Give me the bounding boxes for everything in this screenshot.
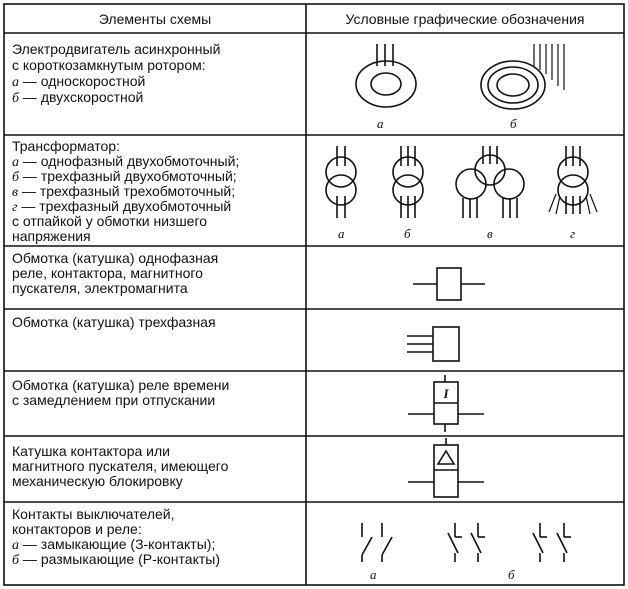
- text-line: а — замыкающие (З-контакты);: [12, 536, 216, 553]
- label-b: б: [510, 116, 517, 131]
- text-line: с короткозамкнутым ротором:: [12, 57, 206, 73]
- text-line: Обмотка (катушка) трехфазная: [12, 314, 216, 330]
- break-contacts-symbol: [448, 523, 571, 562]
- label-b: б: [404, 226, 411, 241]
- row-time-relay-coil-text: [12, 377, 229, 408]
- text-line: контакторов и реле:: [12, 521, 142, 537]
- text-line: б — двухскоростной: [12, 89, 144, 106]
- label-g: г: [570, 226, 576, 241]
- text-line: Контакты выключателей,: [12, 506, 175, 522]
- text-line: в — трехфазный трехобмоточный;: [12, 183, 236, 200]
- row-three-phase-coil-text: [12, 314, 216, 330]
- row-motor-text: [12, 41, 220, 106]
- time-relay-mark: I: [443, 386, 449, 401]
- text-line: пускателя, электромагнита: [12, 280, 188, 296]
- text-line: г — трехфазный двухобмоточный: [12, 198, 232, 215]
- text-line: а — односкоростной: [12, 73, 146, 90]
- transformer-with-tap-symbol: [549, 146, 597, 214]
- text-line: Электродвигатель асинхронный: [12, 41, 221, 57]
- transformer-three-phase-three-winding-symbol: [456, 146, 524, 218]
- row-interlock-coil-text: [12, 443, 229, 489]
- single-phase-coil-symbol: [413, 268, 485, 300]
- motor-two-speed-symbol: [481, 44, 564, 109]
- label-v: в: [487, 226, 493, 241]
- label-b: б: [508, 567, 515, 582]
- time-relay-coil-symbol: [408, 375, 484, 432]
- label-a: а: [338, 226, 345, 241]
- text-line: магнитного пускателя, имеющего: [12, 458, 229, 474]
- interlock-coil-symbol: [408, 438, 484, 497]
- label-a: а: [377, 116, 384, 131]
- label-a: а: [370, 567, 377, 582]
- text-line: с отпайкой у обмотки низшего: [12, 213, 208, 229]
- text-line: напряжения: [12, 228, 91, 244]
- header-symbols: Условные графические обозначения: [345, 11, 585, 27]
- text-line: Трансформатор:: [12, 138, 120, 154]
- motor-single-speed-symbol: [356, 44, 416, 107]
- text-line: б — размыкающие (Р-контакты): [12, 551, 221, 568]
- row-contacts-text: [12, 506, 220, 568]
- row-transformer-text: [12, 138, 239, 244]
- text-line: а — однофазный двухобмоточный;: [12, 153, 240, 170]
- transformer-single-phase-symbol: [326, 146, 356, 218]
- row-single-phase-coil-text: [12, 250, 218, 296]
- three-phase-coil-symbol: [407, 327, 459, 361]
- text-line: с замедлением при отпускании: [12, 392, 216, 408]
- transformer-three-phase-two-winding-symbol: [393, 146, 423, 218]
- header-elements: Элементы схемы: [98, 11, 212, 27]
- text-line: механическую блокировку: [12, 473, 183, 489]
- text-line: б — трехфазный двухобмоточный;: [12, 168, 237, 185]
- make-contacts-symbol: [362, 523, 392, 562]
- text-line: реле, контактора, магнитного: [12, 265, 203, 281]
- text-line: Обмотка (катушка) реле времени: [12, 377, 230, 393]
- text-line: Катушка контактора или: [12, 443, 170, 459]
- text-line: Обмотка (катушка) однофазная: [12, 250, 219, 266]
